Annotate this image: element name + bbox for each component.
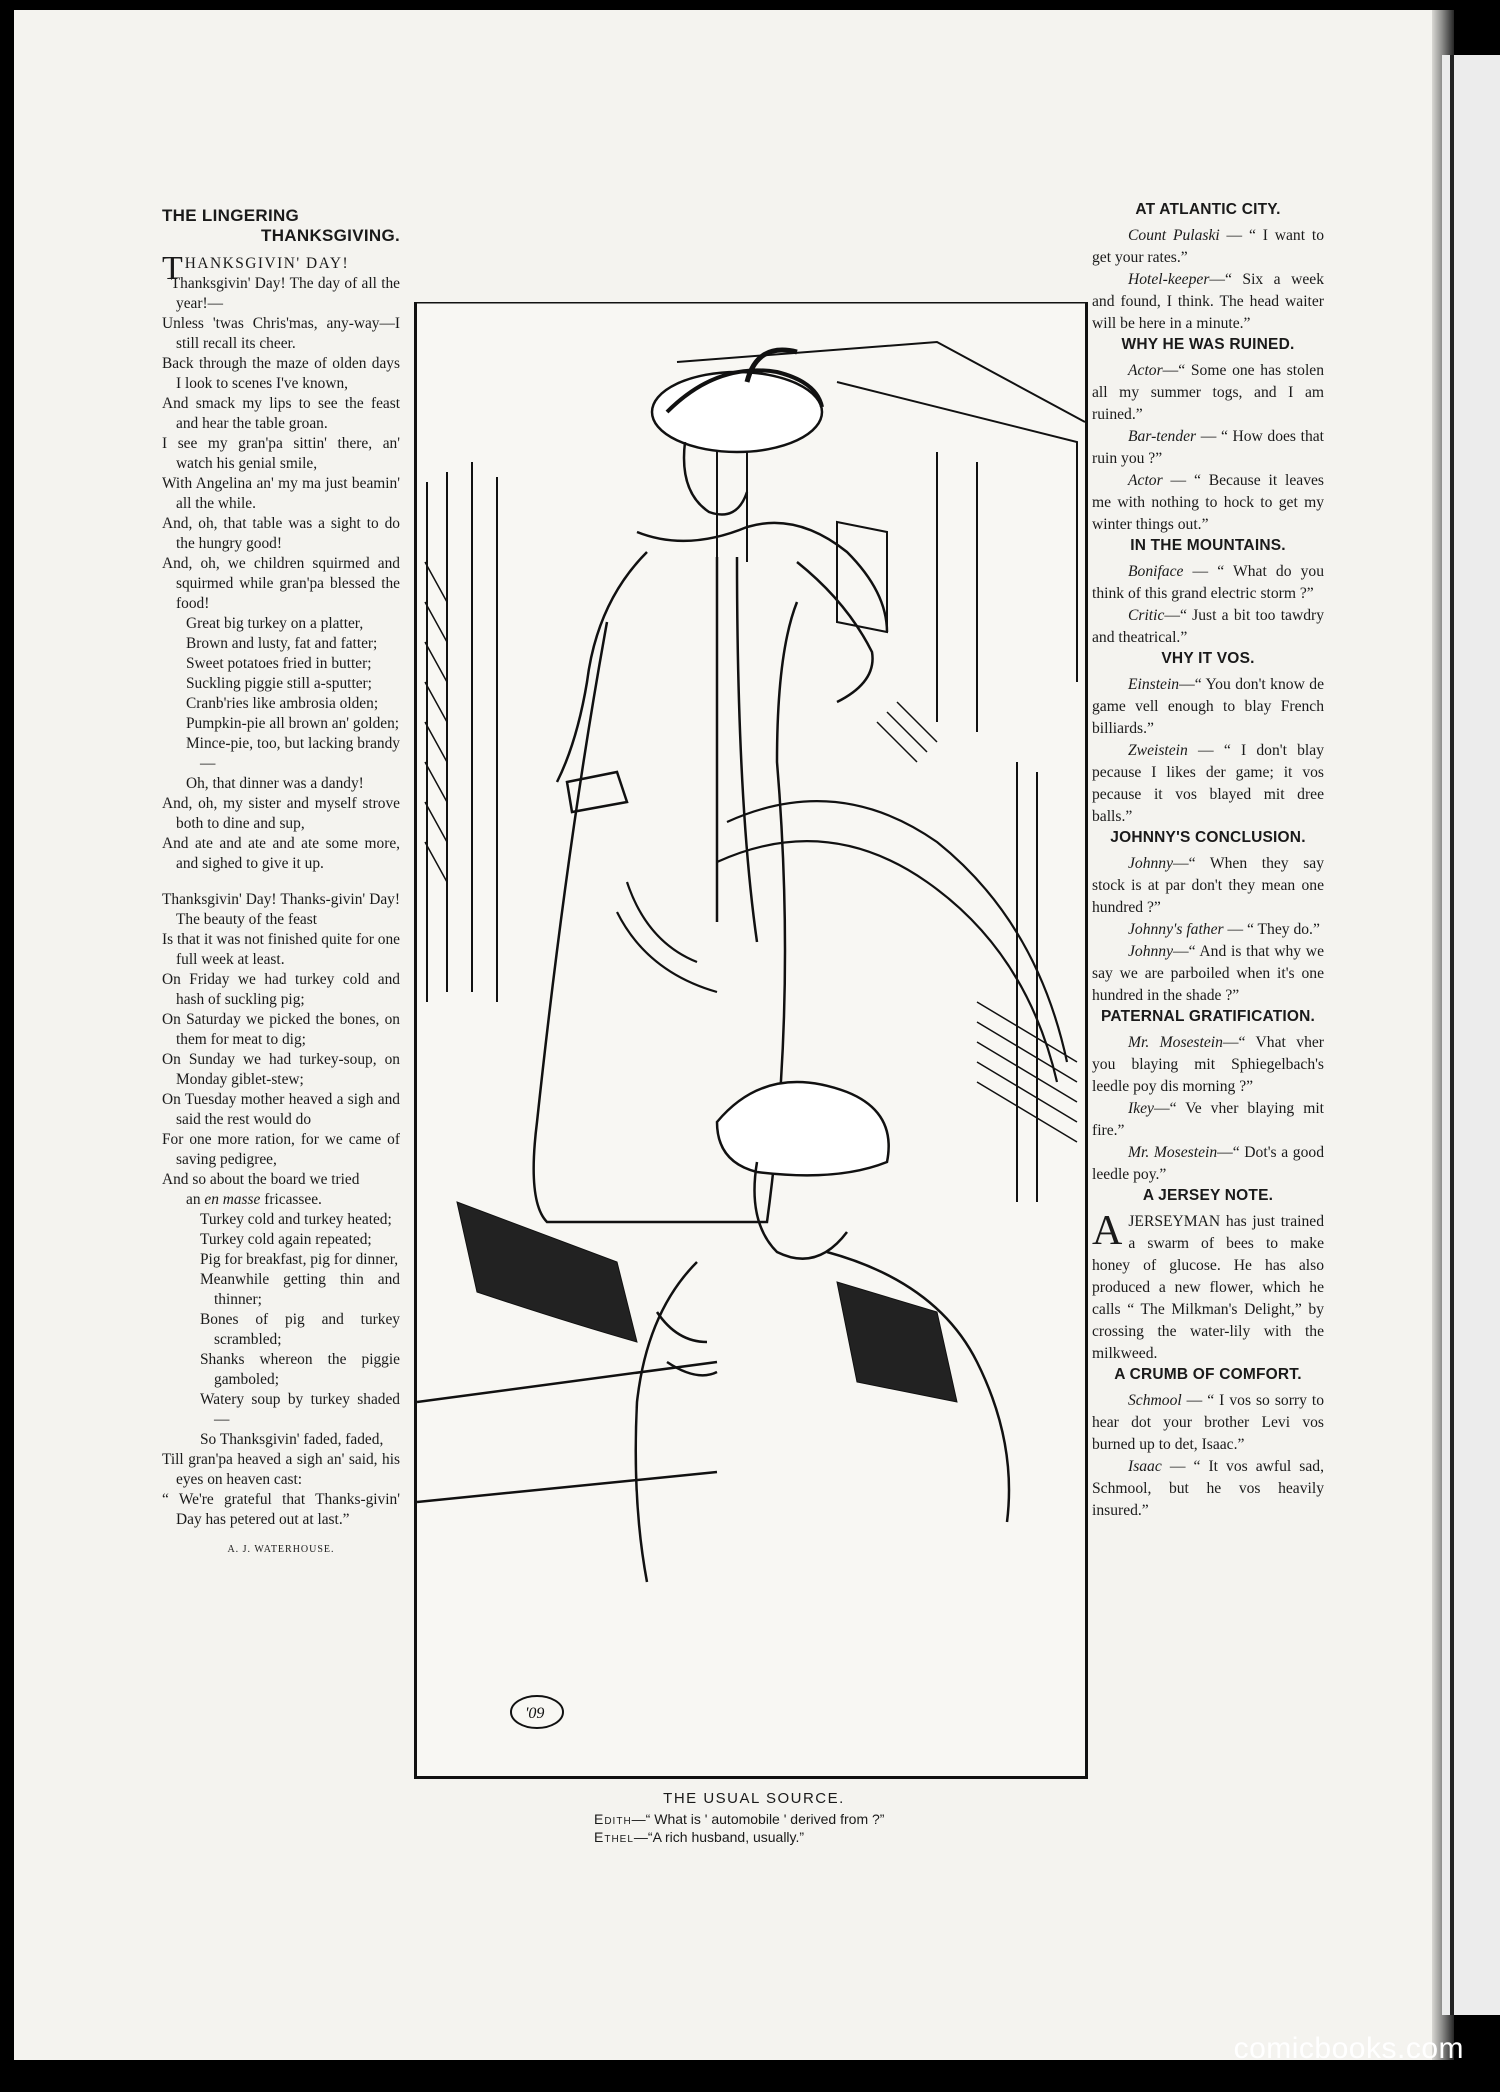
poem-line: Sweet potatoes fried in butter; xyxy=(186,655,372,672)
joke-title: IN THE MOUNTAINS. xyxy=(1130,537,1286,554)
joke-mountains xyxy=(1092,536,1324,649)
poem-line: And smack my lips to see the feast and hear the table groan. xyxy=(162,395,400,432)
poem-line: Cranb'ries like ambrosia olden; xyxy=(186,695,379,712)
facing-page-edge xyxy=(1442,55,1500,2015)
poem-line: So Thanksgivin' faded, faded, xyxy=(200,1431,384,1448)
drop-cap: A xyxy=(1092,1208,1123,1254)
caption-title: THE USUAL SOURCE. xyxy=(663,1790,845,1807)
carriage-wheel xyxy=(617,801,1067,1082)
joke-title: A JERSEY NOTE. xyxy=(1142,1187,1274,1204)
jokes-column xyxy=(1092,200,1324,1522)
poem-line: And so about the board we tried xyxy=(162,1171,360,1188)
joke-ruined xyxy=(1092,335,1324,536)
poem-line: And, oh, my sister and myself strove both to dine and sup, xyxy=(162,795,400,832)
poem-line: Turkey cold and turkey heated; xyxy=(200,1211,392,1228)
poem-line: Till gran'pa heaved a sigh an' said, his eyes on heaven cast: xyxy=(162,1451,400,1488)
poem-line: On Saturday we picked the bones, on them for meat to dig; xyxy=(162,1011,400,1048)
caption-line: Ethel—“A rich husband, usually.” xyxy=(594,1829,805,1845)
joke-paternal xyxy=(1092,1007,1324,1186)
joke-line: Mr. Mosestein—“ Dot's a good leedle poy.” xyxy=(1092,1144,1324,1183)
poem-line: I see my gran'pa sittin' there, an' watch his genial smile, xyxy=(162,435,400,472)
hatching xyxy=(425,562,1077,1142)
joke-title: AT ATLANTIC CITY. xyxy=(1135,201,1281,218)
poem-line: Oh, that dinner was a dandy! xyxy=(186,775,364,792)
joke-line: Johnny's father — “ They do.” xyxy=(1128,921,1320,938)
joke-johnny xyxy=(1092,828,1324,1007)
poem-line: Brown and lusty, fat and fatter; xyxy=(186,635,378,652)
poem-line: On Sunday we had turkey-soup, on Monday giblet-stew; xyxy=(162,1051,400,1088)
illustration-caption xyxy=(474,1790,1034,1846)
joke-vhy-it-vos xyxy=(1092,649,1324,828)
joke-line: Johnny—“ When they say stock is at par don't they mean one hundred ?” xyxy=(1092,855,1324,916)
joke-atlantic-city xyxy=(1092,200,1324,335)
poem-title: THE LINGERING THANKSGIVING. xyxy=(162,206,400,245)
joke-line: Mr. Mosestein—“ Vhat vher you blaying mit Sphiegelbach's leedle poy dis morning ?” xyxy=(1092,1034,1324,1095)
poem-line: Thanksgivin' Day! Thanks-givin' Day! The beauty of the feast xyxy=(162,891,400,928)
poem-line: And, oh, we children squirmed and squirmed while gran'pa blessed the food! xyxy=(162,555,400,612)
stanza-2 xyxy=(162,890,400,1530)
joke-line: A JERSEYMAN has just trained a swarm of bees to make honey of glucose. He has also produced a new flower, which he calls “ The Milkman's Delight,” by crossing the water-lily with the milkweed. xyxy=(1092,1208,1324,1362)
signature-text: '09 xyxy=(525,1705,545,1722)
poem-line: Pig for breakfast, pig for dinner, xyxy=(200,1251,399,1268)
poem-line: Thanksgivin' Day! The day of all the year!— xyxy=(170,275,400,312)
joke-crumb xyxy=(1092,1365,1324,1522)
joke-title: PATERNAL GRATIFICATION. xyxy=(1100,1008,1316,1025)
joke-line: Boniface — “ What do you think of this grand electric storm ?” xyxy=(1092,563,1324,602)
joke-title: VHY IT VOS. xyxy=(1161,650,1255,667)
woman-seated xyxy=(417,1082,1009,1582)
poem-line: Meanwhile getting thin and thinner; xyxy=(200,1271,400,1308)
poem-author: A. J. WATERHOUSE. xyxy=(227,1544,335,1555)
stanza-gap xyxy=(162,874,400,890)
joke-line: Zweistein — “ I don't blay pecause I likes der game; it vos pecause it vos blayed mit dree balls.” xyxy=(1092,742,1324,825)
joke-line: Hotel-keeper—“ Six a week and found, I think. The head waiter will be here in a minute.” xyxy=(1092,271,1324,332)
joke-line: Bar-tender — “ How does that ruin you ?” xyxy=(1092,428,1324,467)
pen-drawing xyxy=(417,302,1085,1776)
drop-cap: T xyxy=(162,250,183,287)
joke-line: Ikey—“ Ve vher blaying mit fire.” xyxy=(1092,1100,1324,1139)
poem-line: Watery soup by turkey shaded— xyxy=(200,1391,400,1428)
poem-line: Bones of pig and turkey scrambled; xyxy=(200,1311,400,1348)
joke-line: Johnny—“ And is that why we say we are parboiled when it's one hundred in the shade ?” xyxy=(1092,943,1324,1004)
joke-line: Count Pulaski — “ I want to get your rates.” xyxy=(1092,227,1324,266)
joke-line: Actor—“ Some one has stolen all my summer togs, and I am ruined.” xyxy=(1092,362,1324,423)
poem-line: Back through the maze of olden days I look to scenes I've known, xyxy=(162,355,400,392)
poem-line: Unless 'twas Chris'mas, any-way—I still recall its cheer. xyxy=(162,315,400,352)
artist-signature xyxy=(511,1696,563,1728)
joke-title: WHY HE WAS RUINED. xyxy=(1121,336,1295,353)
joke-line: Isaac — “ It vos awful sad, Schmool, but he vos heavily insured.” xyxy=(1092,1458,1324,1519)
poem-column xyxy=(162,206,400,1560)
magazine-page xyxy=(14,10,1454,2060)
joke-line: Schmool — “ I vos so sorry to hear dot your brother Levi vos burned up to det, Isaac.” xyxy=(1092,1392,1324,1453)
poem-line: “ We're grateful that Thanks-givin' Day has petered out at last.” xyxy=(162,1491,400,1528)
poem-line: And, oh, that table was a sight to do the hungry good! xyxy=(162,515,400,552)
poem-line: And ate and ate and ate some more, and sighed to give it up. xyxy=(162,835,400,872)
poem-opening xyxy=(162,250,400,287)
caption-line: Edith—“ What is ' automobile ' derived from ?” xyxy=(594,1811,885,1827)
joke-line: Einstein—“ You don't know de game vell enough to blay French billiards.” xyxy=(1092,676,1324,737)
poem-line: Pumpkin-pie all brown an' golden; xyxy=(186,715,400,732)
poem-line: With Angelina an' my ma just beamin' all the while. xyxy=(162,475,400,512)
poem-line: Mince-pie, too, but lacking brandy— xyxy=(186,735,400,772)
poem-line: On Tuesday mother heaved a sigh and said the rest would do xyxy=(162,1091,400,1128)
joke-title: A CRUMB OF COMFORT. xyxy=(1114,1366,1302,1383)
illustration-panel xyxy=(414,302,1088,1779)
joke-line: Critic—“ Just a bit too tawdry and theatrical.” xyxy=(1092,607,1324,646)
joke-title: JOHNNY'S CONCLUSION. xyxy=(1110,829,1306,846)
joke-line: Actor — “ Because it leaves me with nothing to hock to get my winter things out.” xyxy=(1092,472,1324,533)
poem-line: an en masse fricassee. xyxy=(186,1191,322,1208)
poem-line: Great big turkey on a platter, xyxy=(186,615,364,632)
poem-line: For one more ration, for we came of saving pedigree, xyxy=(162,1131,400,1168)
site-watermark: comicbooks.com xyxy=(1233,2032,1464,2065)
poem-line: On Friday we had turkey cold and hash of suckling pig; xyxy=(162,971,400,1008)
stanza-1 xyxy=(162,274,400,874)
opening-caps: HANKSGIVIN' DAY! xyxy=(184,255,350,272)
poem-line: Turkey cold again repeated; xyxy=(200,1231,372,1248)
poem-line: Is that it was not finished quite for one full week at least. xyxy=(162,931,400,968)
joke-jersey xyxy=(1092,1186,1324,1365)
poem-line: Shanks whereon the piggie gamboled; xyxy=(200,1351,400,1388)
poem-line: Suckling piggie still a-sputter; xyxy=(186,675,372,692)
